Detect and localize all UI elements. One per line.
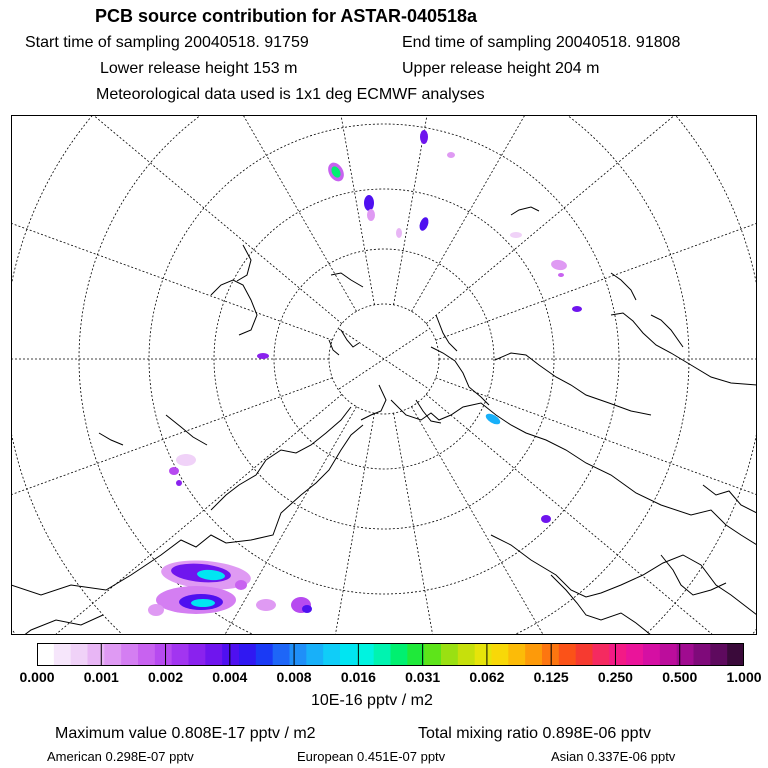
colorbar-swatch [492, 643, 509, 666]
graticule [11, 115, 757, 635]
coastline [431, 347, 489, 405]
polar-map [11, 115, 757, 635]
meridian-line [426, 115, 757, 324]
colorbar-swatch [357, 643, 374, 666]
coastlines [11, 207, 757, 635]
meridian-line [412, 407, 758, 635]
colorbar-swatch [424, 643, 441, 666]
colorbar-tick-label: 1.000 [726, 669, 762, 685]
concentration-patch [235, 580, 247, 590]
colorbar-swatch [104, 643, 121, 666]
colorbar-swatch [121, 643, 138, 666]
coastline [211, 460, 266, 510]
concentration-patch [176, 480, 182, 486]
coastline [703, 485, 757, 513]
colorbar-swatch [340, 643, 357, 666]
coastline [495, 353, 651, 415]
lower-height-label: Lower release height 153 m [100, 60, 298, 77]
colorbar-tick-label: 0.000 [19, 669, 55, 685]
colorbar-swatch [273, 643, 290, 666]
colorbar-swatch [323, 643, 340, 666]
concentration-patch [572, 306, 582, 312]
concentration-patch [148, 604, 164, 616]
max-value-label: Maximum value 0.808E-17 pptv / m2 [55, 725, 316, 742]
met-data-label: Meteorological data used is 1x1 deg ECMWF analyses [96, 86, 485, 103]
colorbar-tick-label: 0.125 [533, 669, 569, 685]
colorbar-swatch [391, 643, 408, 666]
coastline [491, 535, 757, 615]
european-label: European 0.451E-07 pptv [297, 749, 446, 764]
coastline [611, 273, 636, 300]
concentration-patch [256, 599, 276, 611]
colorbar-swatch [694, 643, 711, 666]
colorbar-swatch [222, 643, 239, 666]
colorbar-tick-label: 0.031 [405, 669, 441, 685]
colorbar-swatch [593, 643, 610, 666]
coastline [511, 207, 539, 215]
upper-height-label: Upper release height 204 m [402, 60, 600, 77]
concentration-patch [510, 232, 522, 238]
colorbar-swatch [155, 643, 172, 666]
colorbar-swatch [37, 643, 54, 666]
coastline [266, 407, 351, 460]
concentration-patch [257, 353, 269, 359]
map-frame [12, 116, 757, 635]
colorbar-swatch [71, 643, 88, 666]
colorbar-swatch [88, 643, 105, 666]
colorbar [37, 643, 744, 666]
colorbar-swatch [559, 643, 576, 666]
colorbar-swatch [256, 643, 273, 666]
colorbar-swatch [189, 643, 206, 666]
colorbar-swatch [239, 643, 256, 666]
total-mixing-label: Total mixing ratio 0.898E-06 pptv [418, 725, 652, 742]
colorbar-swatch [172, 643, 189, 666]
latitude-circle [11, 115, 757, 635]
concentration-patch [302, 605, 312, 613]
colorbar-tick-label: 0.008 [276, 669, 312, 685]
plot-title: PCB source contribution for ASTAR-040518a [95, 6, 478, 26]
coastline [551, 575, 651, 635]
colorbar-tick-label: 0.062 [469, 669, 505, 685]
concentration-patch [176, 454, 196, 466]
concentration-patch [367, 209, 375, 221]
colorbar-swatch [306, 643, 323, 666]
colorbar-swatch [205, 643, 222, 666]
colorbar-swatch [609, 643, 626, 666]
coastline [391, 400, 757, 545]
concentration-patch [420, 130, 428, 144]
meridian-line [11, 115, 342, 324]
colorbar-swatch [525, 643, 542, 666]
latitude-circle [79, 115, 689, 635]
coastline [11, 615, 103, 635]
coastline [436, 315, 457, 351]
meridian-line [11, 115, 332, 340]
colorbar-swatch [441, 643, 458, 666]
coastline [651, 315, 683, 347]
meridian-line [436, 378, 757, 635]
meridian-line [228, 115, 375, 305]
latitude-circle [329, 304, 439, 414]
start-time-label: Start time of sampling 20040518. 91759 [25, 34, 309, 51]
coastline [611, 313, 757, 385]
colorbar-tick-label: 0.500 [662, 669, 698, 685]
meridian-line [394, 413, 541, 635]
colorbar-swatch [727, 643, 744, 666]
american-label: American 0.298E-07 pptv [47, 749, 194, 764]
colorbar-swatch [710, 643, 727, 666]
end-time-label: End time of sampling 20040518. 91808 [402, 34, 681, 51]
concentration-patch [447, 152, 455, 158]
colorbar-tick-label: 0.002 [148, 669, 184, 685]
coastline [211, 280, 257, 335]
coastline [99, 433, 123, 445]
concentration-patch [418, 216, 430, 232]
units-label: 10E-16 pptv / m2 [311, 692, 433, 709]
concentration-patch [484, 412, 502, 427]
latitude-circle [11, 115, 757, 635]
concentration-patch [396, 228, 402, 238]
colorbar-swatch [374, 643, 391, 666]
colorbar-tick-label: 0.016 [340, 669, 376, 685]
colorbar-swatch [542, 643, 559, 666]
coastline [166, 415, 207, 445]
meridian-line [412, 115, 758, 311]
colorbar-swatch [660, 643, 677, 666]
concentration-patch [541, 515, 551, 523]
colorbar-swatch [54, 643, 71, 666]
colorbar-tick-label: 0.250 [597, 669, 633, 685]
colorbar-swatch [475, 643, 492, 666]
colorbar-swatch [458, 643, 475, 666]
coastline [361, 385, 386, 420]
colorbar-swatch [138, 643, 155, 666]
colorbar-swatch [643, 643, 660, 666]
colorbar-swatch [407, 643, 424, 666]
meridian-line [11, 115, 357, 311]
concentration-patch [550, 259, 567, 272]
concentration-patch [364, 195, 374, 211]
meridian-line [436, 115, 757, 340]
colorbar-tick-label: 0.001 [83, 669, 119, 685]
meridian-line [426, 394, 757, 635]
colorbar-swatch [626, 643, 643, 666]
asian-label: Asian 0.337E-06 pptv [551, 749, 676, 764]
colorbar-swatch [290, 643, 307, 666]
colorbar-tick-label: 0.004 [212, 669, 248, 685]
concentration-patch [169, 467, 179, 475]
concentration-patch [558, 273, 564, 277]
colorbar-swatch [508, 643, 525, 666]
concentration-field [148, 130, 582, 616]
concentration-patch [191, 599, 215, 607]
colorbar-swatch [576, 643, 593, 666]
